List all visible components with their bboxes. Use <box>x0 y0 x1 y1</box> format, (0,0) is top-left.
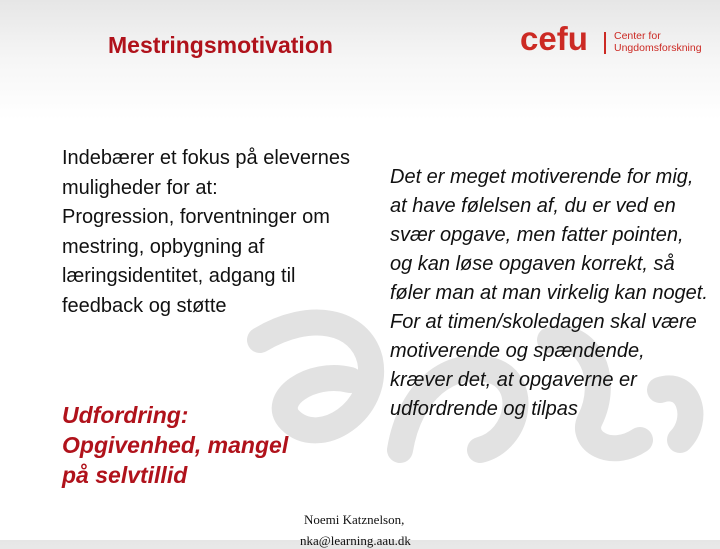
logo-divider <box>604 32 606 54</box>
footer-contact: nka@learning.aau.dk <box>300 533 411 548</box>
logo-wordmark: cefu <box>520 20 588 57</box>
logo-subtitle <box>614 30 702 54</box>
quote-text: Det er meget motiverende for mig, at have følelsen af, du er ved en svær opgave, men fatter pointen, og kan løse opgaven korrekt, så føler man at man virkelig kan noget. For at timen/skoledagen skal være motiverende og spændende, kræver det, at opgaverne er udfordrende og tilpas <box>390 166 708 420</box>
challenge-block <box>62 400 362 490</box>
focus-intro: Indebærer et fokus på elevernes muligheder for at: <box>62 147 350 199</box>
challenge-heading: Udfordring: <box>62 402 189 428</box>
student-quote <box>390 163 710 424</box>
slide-title: Mestringsmotivation <box>108 32 333 58</box>
challenge-line-2: Opgivenhed, mangel <box>62 432 289 458</box>
challenge-line-3: på selvtillid <box>62 462 188 488</box>
focus-description <box>62 144 362 321</box>
footer-author: Noemi Katznelson, <box>304 512 405 527</box>
cefu-logo <box>520 22 700 62</box>
logo-subtitle-line1: Center for <box>614 30 661 42</box>
focus-body: Progression, forventninger om mestring, opbygning af læringsidentitet, adgang til feedback og støtte <box>62 206 330 317</box>
logo-subtitle-line2: Ungdomsforskning <box>614 42 702 54</box>
